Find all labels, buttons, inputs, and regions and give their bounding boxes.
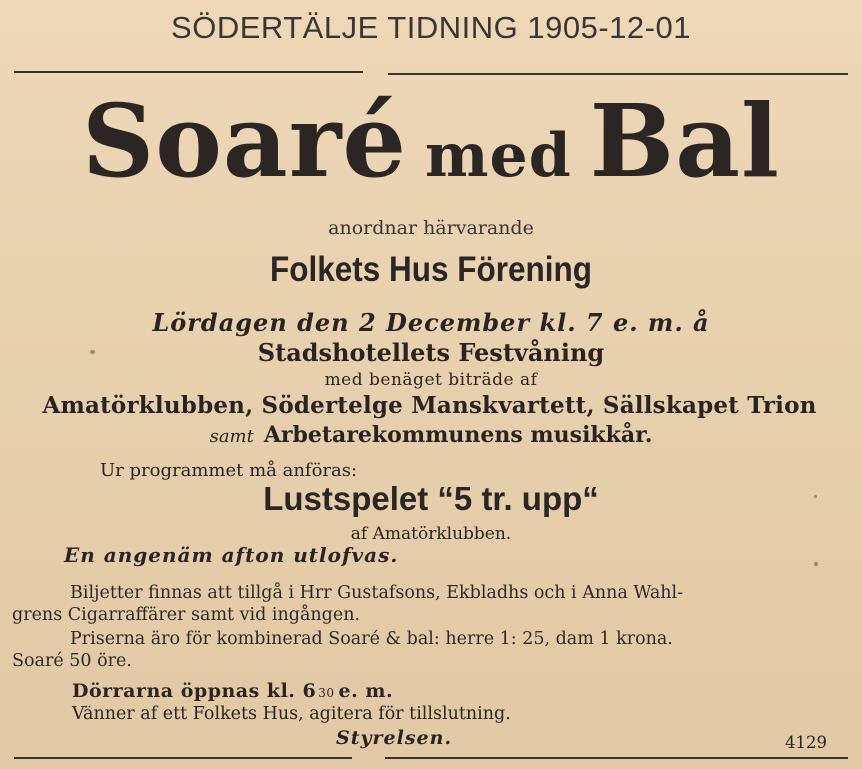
event-venue: Stadshotellets Festvåning xyxy=(257,338,605,367)
tickets-line-2: grens Cigarraffärer samt vid ingången. xyxy=(12,605,361,625)
headline-soare: Soaré xyxy=(82,82,408,200)
board-signature: Styrelsen. xyxy=(336,727,453,749)
event-date: Lördagen den 2 December kl. 7 e. m. å xyxy=(152,308,710,337)
ad-number: 4129 xyxy=(785,733,827,752)
performers-list: Amatörklubben, Södertelge Manskvartett, Sällskapet Trion xyxy=(42,392,817,419)
play-performer: af Amatörklubben. xyxy=(350,524,512,544)
association-name: Folkets Hus Förening xyxy=(269,250,593,289)
organizer-intro: anordnar härvarande xyxy=(328,217,534,239)
headline-bal: Bal xyxy=(589,82,780,200)
ad-headline xyxy=(0,82,862,200)
headline-med: med xyxy=(425,121,572,191)
bottom-rule-left xyxy=(14,757,352,759)
friends-appeal: Vänner af ett Folkets Hus, agitera för tillslutning. xyxy=(72,704,511,724)
program-intro: Ur programmet må anföras: xyxy=(100,460,358,481)
pleasant-evening-line: En angenäm afton utlofvas. xyxy=(64,543,399,567)
play-title: Lustspelet “5 tr. upp“ xyxy=(263,480,599,517)
bottom-rule-right xyxy=(385,757,848,759)
prices-line-1: Priserna äro för kombinerad Soaré & bal: herre 1: 25, dam 1 krona. xyxy=(70,629,673,649)
doors-open-line xyxy=(72,680,393,702)
band-name: Arbetarekommunens musikkår. xyxy=(263,422,653,448)
paper-speck xyxy=(90,350,95,354)
band-conjunction: samt xyxy=(209,426,254,447)
page-title: SÖDERTÄLJE TIDNING 1905-12-01 xyxy=(171,10,691,45)
tickets-line-1: Biljetter finnas att tillgå i Hrr Gustafsons, Ekbladhs och i Anna Wahl- xyxy=(70,583,684,603)
paper-speck xyxy=(814,495,817,498)
assistance-intro: med benäget biträde af xyxy=(324,370,538,390)
doors-suffix: e. m. xyxy=(338,680,394,702)
prices-line-2: Soaré 50 öre. xyxy=(12,651,132,671)
doors-text: Dörrarna öppnas kl. 6 xyxy=(72,680,317,702)
top-rule-left xyxy=(14,71,363,73)
band-line xyxy=(0,422,862,448)
doors-minutes: 30 xyxy=(318,686,335,700)
top-rule-right xyxy=(388,73,848,75)
paper-speck xyxy=(814,562,818,566)
